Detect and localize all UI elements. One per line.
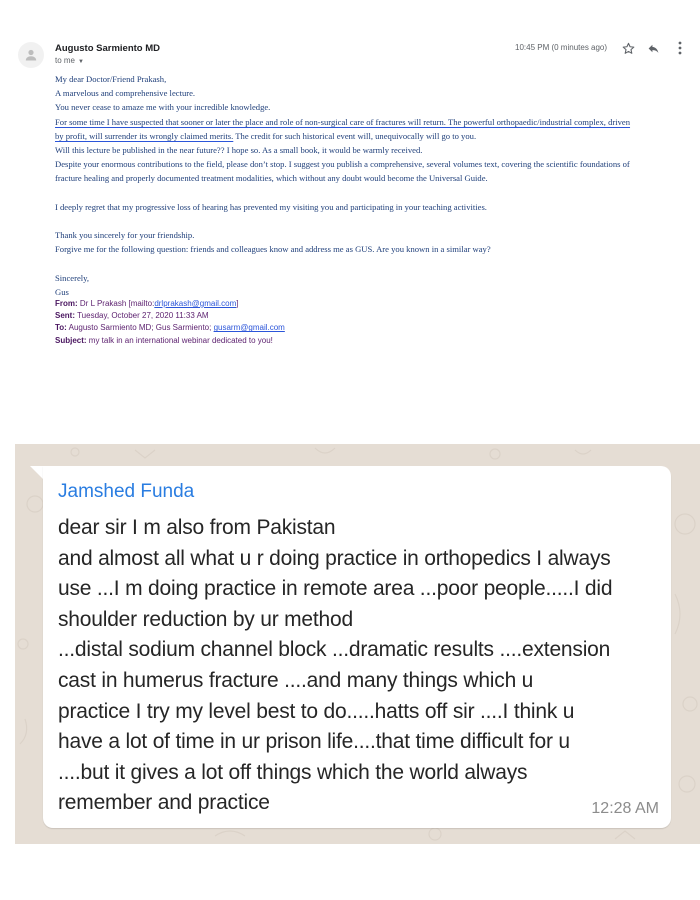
- message-bubble[interactable]: [43, 466, 671, 828]
- message-line: ....but it gives a lot off things which the world always: [58, 760, 528, 784]
- more-options-button[interactable]: [672, 40, 688, 56]
- body-line: Forgive me for the following question: friends and colleagues know and address me as GUS. Are you known in a similar way?: [55, 244, 491, 255]
- body-line: fracture healing and properly documented treatment modalities, which without any doubt would become the Universal Guide.: [55, 173, 488, 184]
- body-text: The credit for such historical event will, unequivocally will go to you.: [233, 130, 477, 141]
- signature: Gus: [55, 287, 69, 297]
- message-text: [58, 513, 668, 819]
- forwarded-header: [55, 298, 285, 347]
- fwd-to-line: To: Augusto Sarmiento MD; Gus Sarmiento; gusarm@gmail.com: [55, 323, 285, 333]
- message-line: remember and practice: [58, 791, 270, 815]
- person-icon: [24, 48, 38, 62]
- reply-icon: [647, 42, 660, 55]
- fwd-from-line: From: Dr L Prakash [mailto:drlprakash@gmail.com]: [55, 299, 239, 308]
- message-line: and almost all what u r doing practice in orthopedics I always: [58, 546, 611, 570]
- star-icon: [622, 42, 635, 55]
- body-line: [55, 129, 695, 143]
- greeting: My dear Doctor/Friend Prakash,: [55, 74, 167, 84]
- reply-button[interactable]: [645, 40, 661, 56]
- to-email-link[interactable]: gusarm@gmail.com: [213, 323, 285, 333]
- message-line: practice I try my level best to do.....hatts off sir ....I think u: [58, 699, 575, 723]
- underlined-body-line: For some time I have suspected that sooner or later the place and role of non-surgical care of fractures will return. The powerful orthopaedic/industrial complex, driven: [55, 116, 631, 127]
- closing: Sincerely,: [55, 272, 90, 283]
- body-line: You never cease to amaze me with your incredible knowledge.: [55, 102, 271, 113]
- more-vert-icon: [678, 41, 682, 55]
- message-line: cast in humerus fracture ....and many things which u: [58, 668, 534, 692]
- fwd-sent-line: Sent: Tuesday, October 27, 2020 11:33 AM: [55, 311, 209, 321]
- body-line: I deeply regret that my progressive loss of hearing has prevented my visiting you and participating in your teaching activities.: [55, 201, 487, 212]
- message-line: ...distal sodium channel block ...dramatic results ....extension: [58, 638, 611, 662]
- chat-background: [15, 444, 700, 844]
- avatar[interactable]: [18, 42, 44, 68]
- star-button[interactable]: [620, 40, 636, 56]
- body-line: Thank you sincerely for your friendship.: [55, 230, 195, 241]
- body-line: A marvelous and comprehensive lecture.: [55, 88, 196, 99]
- message-line: dear sir I m also from Pakistan: [58, 516, 336, 539]
- recipient-label: to me: [55, 56, 76, 65]
- message-line: shoulder reduction by ur method: [58, 607, 353, 631]
- email-timestamp: 10:45 PM (0 minutes ago): [515, 43, 608, 52]
- chevron-down-icon: ▼: [78, 59, 84, 65]
- recipient-details-toggle[interactable]: [55, 56, 84, 65]
- sender-name[interactable]: Jamshed Funda: [58, 481, 195, 502]
- sender-name[interactable]: Augusto Sarmiento MD: [55, 43, 161, 54]
- message-line: use ...I m doing practice in remote area ...poor people.....I did: [58, 577, 613, 601]
- email-message: [0, 0, 700, 440]
- fwd-subject-line: Subject: my talk in an international webinar dedicated to you!: [55, 335, 273, 345]
- from-email-link[interactable]: drlprakash@gmail.com: [154, 299, 237, 308]
- email-body: [55, 72, 695, 299]
- message-time: 12:28 AM: [591, 800, 659, 817]
- bubble-tail: [30, 466, 44, 480]
- underlined-text: by profit, will surrender its wrongly claimed merits.: [55, 130, 234, 141]
- message-line: have a lot of time in ur prison life....that time difficult for u: [58, 730, 570, 754]
- body-line: Despite your enormous contributions to the field, please don’t stop. I suggest you publish a comprehensive, several volumes text, covering the scientific foundations of: [55, 159, 630, 170]
- body-line: Will this lecture be published in the near future?? I hope so. As a small book, it would be warmly received.: [55, 145, 423, 156]
